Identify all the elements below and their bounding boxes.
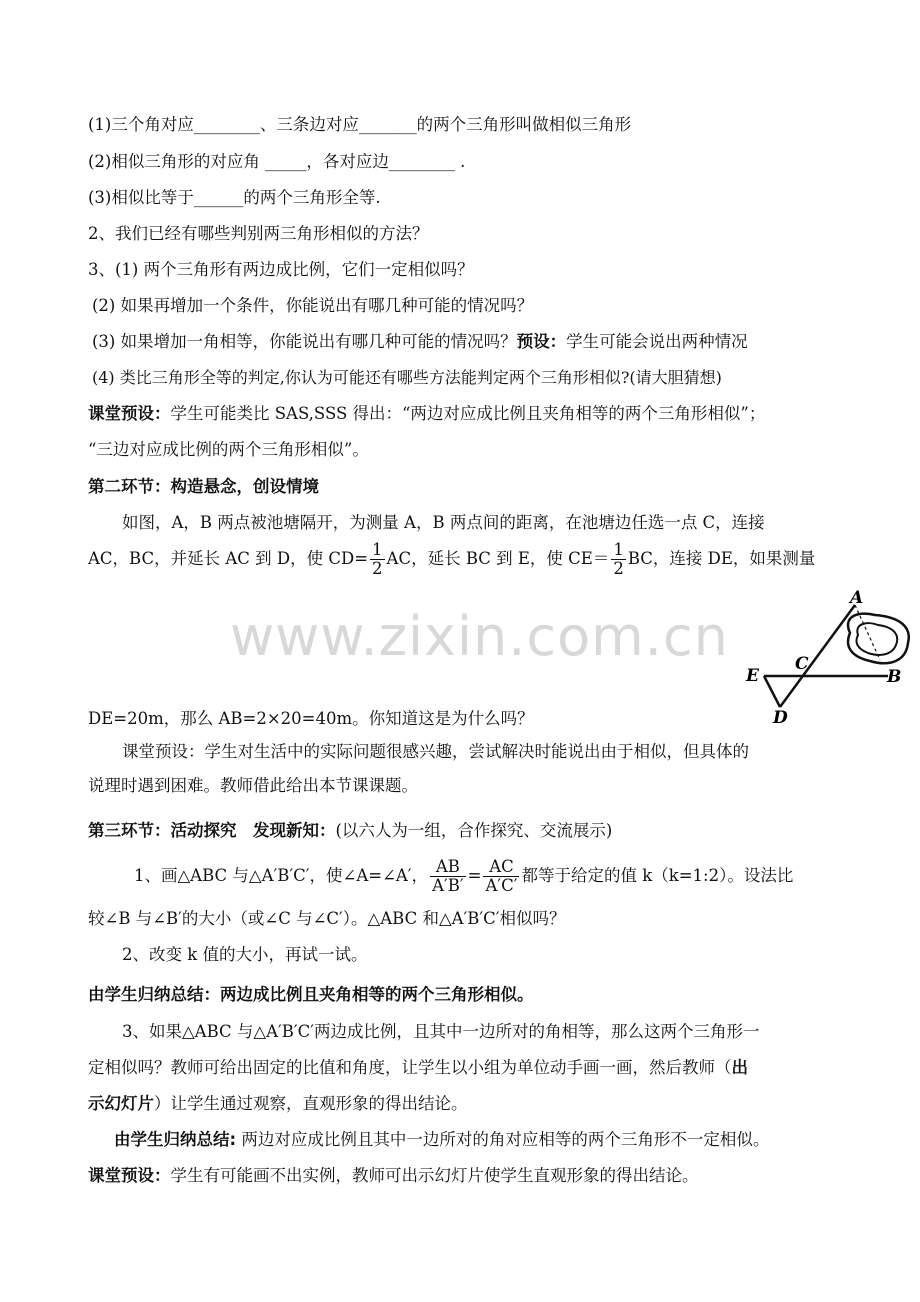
equals: = — [467, 866, 482, 885]
label-E: E — [746, 666, 759, 686]
q3-1: 3、(1) 两个三角形有两边成比例，它们一定相似吗？ — [88, 260, 474, 279]
q2: 2、我们已经有哪些判别两三角形相似的方法？ — [88, 224, 429, 243]
frac-ab-den: A′B′ — [432, 876, 464, 895]
fraction-ab — [430, 858, 466, 895]
s3-item1 — [134, 856, 793, 896]
section-2-heading: 第二环节：构造悬念，创设情境 — [88, 477, 319, 496]
line-AD — [780, 605, 855, 707]
q1-1: (1)三个角对应________、三条边对应_______的两个三角形叫做相似三角形 — [88, 115, 632, 134]
frac-ac-den: A′C′ — [485, 876, 518, 895]
q3-3 — [92, 331, 748, 353]
s3-item1-cont: 较∠B 与∠B′的大小（或∠C 与∠C′）。△ABC 和△A′B′C′相似吗？ — [88, 909, 566, 928]
slides-label: 示幻灯片 — [88, 1094, 154, 1113]
s3-item3-cont — [88, 1057, 748, 1079]
preset-final — [88, 1165, 699, 1187]
preset-1-text: 学生可能类比 SAS,SSS 得出：“两边对应成比例且夹角相等的两个三角形相似”； — [170, 404, 766, 423]
summary-2-text: 两边对应成比例且其中一边所对的角对应相等的两个三角形不一定相似。 — [236, 1130, 770, 1149]
fraction-half-2 — [611, 541, 626, 578]
s3-item3-end-text: ）让学生通过观察，直观形象的得出结论。 — [154, 1094, 468, 1113]
label-D: D — [773, 708, 788, 725]
s3-item1-b: 都等于给定的值 k（k=1:2）。设法比 — [521, 866, 794, 885]
s3-item3-end — [88, 1093, 468, 1115]
s3-item1-a: 1、画△ABC 与△A′B′C′，使∠A=∠A′， — [134, 866, 429, 885]
preset-1-label: 课堂预设： — [88, 404, 171, 423]
section-3-heading — [88, 820, 612, 842]
fraction-ac — [483, 858, 519, 895]
s2-p1: 如图，A，B 两点被池塘隔开，为测量 A，B 两点间的距离，在池塘边任选一点 C，连接 — [122, 513, 765, 532]
s3-item3-bold: 出 — [731, 1058, 748, 1077]
pond-inner — [856, 623, 897, 655]
frac-num: 1 — [372, 540, 383, 559]
s2-p2-a: AC，BC，并延长 AC 到 D，使 CD= — [88, 549, 369, 568]
s2-preset-cont: 说理时遇到困难。教师借此给出本节课课题。 — [88, 776, 418, 795]
watermark: www.zixin.com.cn — [230, 605, 729, 668]
label-A: A — [850, 588, 864, 608]
fraction-half-1 — [370, 541, 385, 578]
label-B: B — [887, 667, 902, 687]
summary-2-label: 由学生归纳总结: — [114, 1130, 237, 1149]
q1-3: (3)相似比等于______的两个三角形全等. — [88, 188, 381, 207]
frac-den: 2 — [613, 559, 624, 578]
s3-item2: 2、改变 k 值的大小，再试一试。 — [122, 945, 368, 964]
preset-label: 预设： — [516, 332, 567, 351]
frac-ac-num: AC — [483, 858, 519, 877]
preset-1 — [88, 403, 765, 425]
s2-preset: 课堂预设：学生对生活中的实际问题很感兴趣，尝试解决时能说出由于相似，但具体的 — [122, 742, 749, 761]
s2-p3: DE=20m，那么 AB=2×20=40m。你知道这是为什么吗？ — [88, 709, 534, 728]
label-C: C — [795, 654, 809, 674]
section-3-note: (以六人为一组，合作探究、交流展示) — [335, 821, 613, 840]
s3-item3: 3、如果△ABC 与△A′B′C′两边成比例，且其中一边所对的角相等，那么这两个三角形一 — [122, 1022, 760, 1041]
frac-den: 2 — [372, 559, 383, 578]
s2-p2 — [88, 541, 815, 578]
preset-final-label: 课堂预设： — [88, 1166, 171, 1185]
s3-item3-cont-text: 定相似吗？教师可给出固定的比值和角度，让学生以小组为单位动手画一画，然后教师（ — [88, 1058, 732, 1077]
q3-3-text: (3) 如果增加一角相等，你能说出有哪几种可能的情况吗？ — [92, 332, 517, 351]
summary-1: 由学生归纳总结：两边成比例且夹角相等的两个三角形相似。 — [88, 985, 534, 1004]
s2-p2-b: AC，延长 BC 到 E，使 CE＝ — [386, 549, 610, 568]
q3-4: (4) 类比三角形全等的判定,你认为可能还有哪些方法能判定两个三角形相似?(请大胆猜想) — [92, 368, 722, 387]
section-3-title: 第三环节：活动探究 发现新知： — [88, 821, 336, 840]
line-ED — [764, 676, 780, 707]
s2-p2-c: BC，连接 DE，如果测量 — [627, 549, 816, 568]
frac-num: 1 — [613, 540, 624, 559]
q3-2: (2) 如果再增加一个条件，你能说出有哪几种可能的情况吗？ — [92, 296, 534, 315]
q1-2: (2)相似三角形的对应角 _____，各对应边________ . — [88, 152, 466, 171]
preset-1-cont: “三边对应成比例的两个三角形相似”。 — [88, 440, 369, 459]
summary-2 — [114, 1129, 769, 1151]
frac-ab-num: AB — [430, 858, 466, 877]
pond-triangle-figure — [740, 585, 910, 725]
q3-3-preset: 学生可能会说出两种情况 — [566, 332, 748, 351]
preset-final-text: 学生有可能画不出实例，教师可出示幻灯片使学生直观形象的得出结论。 — [170, 1166, 699, 1185]
